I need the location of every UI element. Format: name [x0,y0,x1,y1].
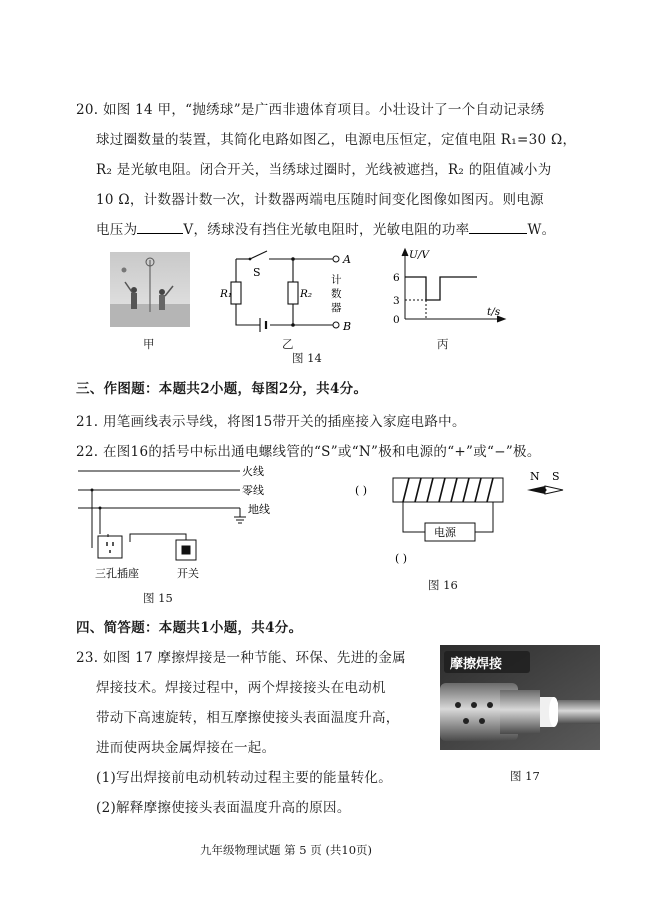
neutral-wire-label: 零线 [242,484,264,497]
counter-char-2: 数 [331,288,342,300]
q20-line4: 10 Ω，计数器计数一次，计数器两端电压随时间变化图像如图丙。则电源 [96,192,544,208]
q21-text: 21. 用笔画线表示导线，将图15带开关的插座接入家庭电路中。 [76,414,466,430]
q20-line5-part2: V，绣球没有挡住光敏电阻时，光敏电阻的功率 [183,222,470,238]
q20-line5-part3: W。 [527,222,556,238]
fig14-label: 图 14 [292,351,322,365]
fig17-photo [440,645,600,750]
answer-blank-power[interactable] [469,221,527,234]
compass-n-label: N [530,470,540,483]
fig14-jia-photo [110,252,190,327]
q22-text: 22. 在图16的括号中标出通电螺线管的“S”或“N”极和电源的“+”或“−”极。 [76,444,541,460]
counter-char-3: 器 [331,302,342,314]
power-pole-bracket[interactable]: ( ) [395,552,408,565]
socket-box [98,536,122,558]
graph-xlabel: t/s [487,306,501,318]
fig14-yi-circuit [220,245,360,337]
terminal-b-label: B [343,320,352,333]
graph-ylabel: U/V [409,249,429,261]
q20-line5-part1: 电压为 [96,222,138,238]
q20-line2: 球过圈数量的装置，其简化电路如图乙，电源电压恒定，定值电阻 R₁=30 Ω， [96,132,577,148]
socket-label: 三孔插座 [95,567,139,580]
switch-label: S [253,266,261,279]
terminal-a-label: A [343,253,351,266]
live-wire-label: 火线 [242,465,264,478]
fig14-bing-caption: 丙 [437,337,449,351]
fig16-label: 图 16 [428,578,458,592]
q23-line1: 23. 如图 17 摩擦焊接是一种节能、环保、先进的金属 [76,650,406,666]
compass-needle-icon [527,486,563,494]
fig14-bing-graph [385,245,510,330]
q23-line3: 带动下高速旋转，相互摩擦使接头表面温度升高， [96,710,400,726]
fig15-wiring [70,462,310,587]
q23-line2: 焊接技术。焊接过程中，两个焊接接头在电动机 [96,680,386,696]
page-footer: 九年级物理试题 第 5 页 (共10页) [200,843,373,857]
power-source-label: 电源 [434,526,456,539]
q23-sub2: (2)解释摩擦使接头表面温度升高的原因。 [96,800,351,816]
section3-title: 三、作图题：本题共2小题，每图2分，共4分。 [76,381,368,397]
graph-tick-3: 3 [393,295,400,307]
counter-char-1: 计 [331,274,342,286]
section4-title: 四、简答题：本题共1小题，共4分。 [76,620,303,636]
r1-label: R₁ [220,288,233,300]
fig17-label: 图 17 [510,769,540,783]
q23-line4: 进而使两块金属焊接在一起。 [96,740,276,756]
answer-blank-voltage[interactable] [137,221,183,234]
q20-line5 [96,218,555,238]
q20-line1: 20. 如图 14 甲，“抛绣球”是广西非遗体育项目。小壮设计了一个自动记录绣 [76,102,545,118]
q20-line3: R₂ 是光敏电阻。闭合开关，当绣球过圈时，光线被遮挡，R₂ 的阻值减小为 [96,162,552,178]
solenoid-pole-bracket[interactable]: ( ) [355,484,368,497]
graph-tick-6: 6 [393,272,400,284]
fig14-jia-caption: 甲 [143,337,155,351]
fig15-label: 图 15 [143,591,173,605]
fig16-solenoid [355,468,575,573]
fig14-yi-caption: 乙 [282,337,294,351]
fig17-photo-text: 摩擦焊接 [450,657,503,672]
switch-label-fig15: 开关 [177,567,199,580]
q23-sub1: (1)写出焊接前电动机转动过程主要的能量转化。 [96,770,393,786]
graph-tick-0: 0 [393,314,400,326]
ground-wire-label: 地线 [248,503,270,516]
r2-label: R₂ [300,288,313,300]
compass-s-label: S [552,470,560,483]
